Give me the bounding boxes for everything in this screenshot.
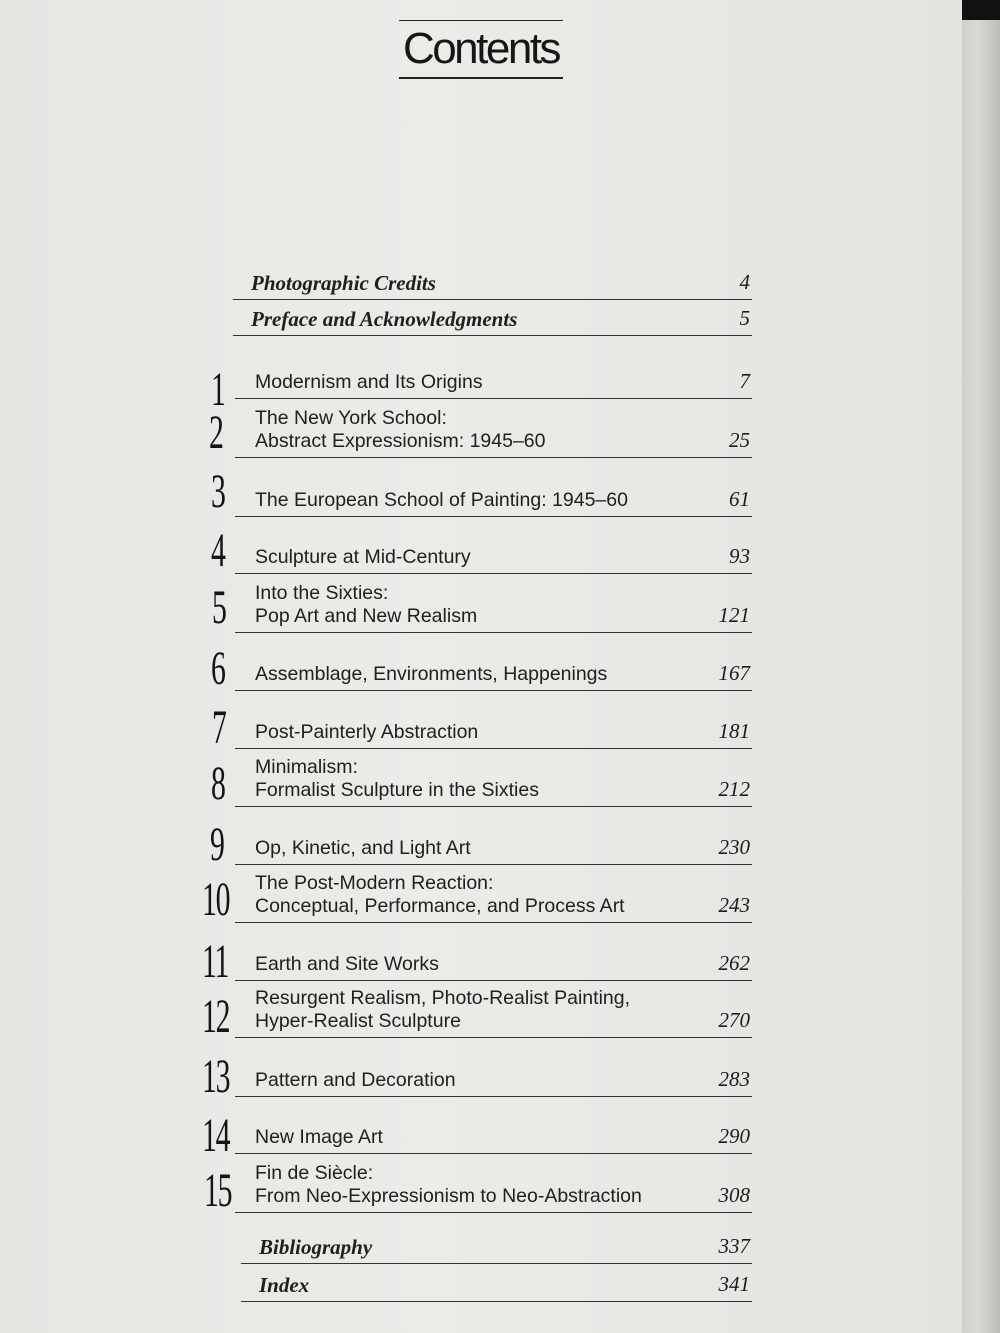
front-matter-entry <box>233 302 752 336</box>
chapter-number: 5 <box>212 581 226 634</box>
entry-title <box>255 721 478 744</box>
entry-title <box>255 872 625 918</box>
entry-title-line: Formalist Sculpture in the Sixties <box>255 779 539 801</box>
page-number: 230 <box>718 835 750 859</box>
chapter-number: 7 <box>212 701 226 754</box>
page-number: 4 <box>739 270 750 294</box>
entry-title <box>255 987 630 1033</box>
entry-title-line: Assemblage, Environments, Happenings <box>255 663 608 685</box>
entry-title-line: Modernism and Its Origins <box>255 371 483 393</box>
entry-title-line: Fin de Siècle: <box>255 1162 374 1184</box>
chapter-number: 13 <box>202 1050 230 1103</box>
page-number: 93 <box>729 544 750 568</box>
chapter-entry <box>235 1162 752 1213</box>
page-edge <box>962 0 1000 1333</box>
entry-title: Index <box>259 1273 310 1297</box>
entry-title-line: The New York School: <box>255 407 447 429</box>
page-number: 212 <box>718 777 750 801</box>
chapter-entry <box>235 987 752 1038</box>
page-number: 181 <box>718 719 750 743</box>
chapter-entry <box>235 404 752 458</box>
chapter-number: 8 <box>211 757 225 810</box>
entry-title-line: Pop Art and New Realism <box>255 605 478 627</box>
chapter-entry <box>235 713 752 749</box>
chapter-number: 2 <box>209 406 223 459</box>
page-number: 337 <box>718 1234 750 1258</box>
chapter-entry <box>235 537 752 574</box>
page-number: 5 <box>739 306 750 330</box>
entry-title <box>255 953 439 976</box>
entry-title-line: Hyper-Realist Sculpture <box>255 1010 461 1032</box>
entry-title-line: Resurgent Realism, Photo-Realist Painting, <box>255 987 631 1009</box>
title-rule-bottom <box>399 77 563 79</box>
chapter-number: 3 <box>211 465 225 518</box>
chapter-number: 6 <box>211 642 225 695</box>
entry-title-line: Into the Sixties: <box>255 582 389 604</box>
entry-title <box>255 663 607 686</box>
chapter-entry <box>235 582 752 633</box>
page-number: 121 <box>718 603 750 627</box>
chapter-number: 11 <box>202 935 229 988</box>
entry-title: Bibliography <box>259 1235 373 1259</box>
entry-title-line: The European School of Painting: 1945–60 <box>255 489 628 511</box>
entry-title: Photographic Credits <box>251 271 436 295</box>
chapter-number: 9 <box>210 818 224 871</box>
chapter-number: 4 <box>211 524 225 577</box>
entry-title <box>255 837 471 860</box>
back-matter-entry <box>241 1268 752 1302</box>
front-matter-entry <box>233 266 752 300</box>
chapter-number: 15 <box>204 1164 232 1217</box>
entry-title-line: Conceptual, Performance, and Process Art <box>255 895 625 917</box>
chapter-entry <box>235 655 752 691</box>
page-corner-shadow <box>962 0 1000 20</box>
page-number: 7 <box>739 369 750 393</box>
page-number: 243 <box>718 893 750 917</box>
entry-title-line: From Neo-Expressionism to Neo-Abstraction <box>255 1185 642 1207</box>
back-matter-entry <box>241 1230 752 1264</box>
entry-title <box>255 371 483 394</box>
entry-title-line: The Post-Modern Reaction: <box>255 872 494 894</box>
chapter-entry <box>235 946 752 981</box>
entry-title-line: Minimalism: <box>255 756 358 778</box>
page-number: 61 <box>729 487 750 511</box>
entry-title-line: Abstract Expressionism: 1945–60 <box>255 430 546 452</box>
page-number: 270 <box>718 1008 750 1032</box>
page-number: 25 <box>729 428 750 452</box>
entry-title <box>255 582 477 628</box>
entry-title: Preface and Acknowledgments <box>251 307 518 331</box>
chapter-entry <box>235 1119 752 1154</box>
entry-title-line: Op, Kinetic, and Light Art <box>255 837 471 859</box>
chapter-number: 14 <box>202 1109 230 1162</box>
page-number: 308 <box>718 1183 750 1207</box>
chapter-entry <box>235 872 752 923</box>
entry-title <box>255 489 628 512</box>
entry-title <box>255 546 471 569</box>
chapter-entry <box>235 368 752 399</box>
entry-title <box>255 756 539 802</box>
entry-title <box>255 1162 642 1208</box>
entry-title-line: Earth and Site Works <box>255 953 439 975</box>
chapter-entry <box>235 479 752 517</box>
chapter-number: 10 <box>202 873 230 926</box>
chapter-entry <box>235 756 752 807</box>
page-number: 290 <box>718 1124 750 1148</box>
chapter-number: 1 <box>211 363 225 416</box>
entry-title-line: Post-Painterly Abstraction <box>255 721 479 743</box>
entry-title <box>255 1069 456 1092</box>
page-number: 167 <box>718 661 750 685</box>
entry-title <box>255 1126 383 1149</box>
entry-title <box>255 407 545 453</box>
chapter-entry <box>235 830 752 865</box>
page-number: 262 <box>718 951 750 975</box>
chapter-entry <box>235 1062 752 1097</box>
entry-title-line: Sculpture at Mid-Century <box>255 546 471 568</box>
title-block <box>399 20 563 79</box>
page-number: 283 <box>718 1067 750 1091</box>
entry-title-line: New Image Art <box>255 1126 383 1148</box>
entry-title-line: Pattern and Decoration <box>255 1069 456 1091</box>
chapter-number: 12 <box>202 990 230 1043</box>
page-number: 341 <box>718 1272 750 1296</box>
page-title: Contents <box>402 24 560 73</box>
